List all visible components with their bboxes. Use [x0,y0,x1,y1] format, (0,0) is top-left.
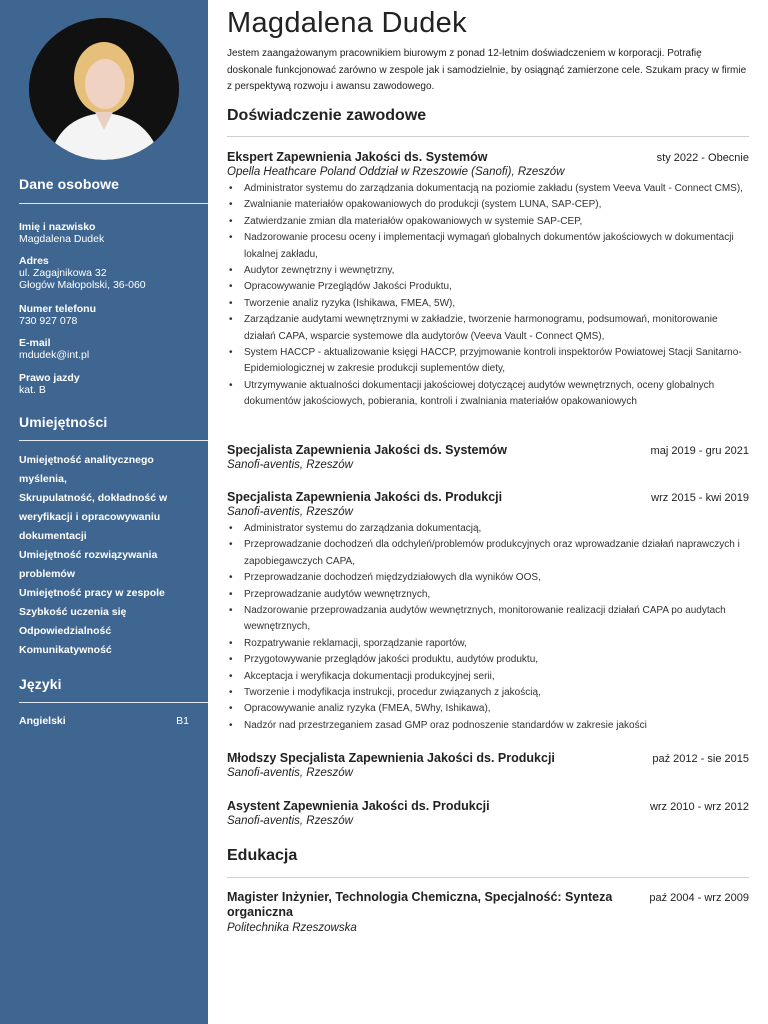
job-entry [227,150,749,411]
personal-phone-block [19,303,199,327]
job-company: Sanofi-aventis, Rzeszów [227,815,353,827]
divider [227,877,749,878]
job-header [227,150,749,164]
job-duty: • Przygotowywanie przeglądów jakości produktu, audytów produktu, [227,652,749,668]
personal-phone-label: Numer telefonu [19,303,97,315]
personal-email-value[interactable]: mdudek@int.pl [19,349,90,361]
education-section-title: Edukacja [227,847,298,864]
experience-section-title: Doświadczenie zawodowe [227,107,427,124]
education-header [227,890,749,920]
personal-license-block [19,372,199,396]
job-duty: • Przeprowadzanie audytów wewnętrznych, [227,587,749,603]
job-title: Asystent Zapewnienia Jakości ds. Produkcji [227,799,490,813]
job-duties [227,181,749,411]
skill-item: Skrupulatność, dokładność w weryfikacji i opracowywaniu dokumentacji [19,492,168,542]
job-duty: • System HACCP - aktualizowanie księgi HACCP, przyjmowanie kontroli inspektorów Powiatowej Stacji Sanitarno-Epidemiologicznej w zakresie produkcji suplementów diety, [227,345,749,378]
personal-phone-value: 730 927 078 [19,315,78,327]
job-duty: • Akceptacja i weryfikacja dokumentacji produkcyjnej serii, [227,669,749,685]
degree-title: Magister Inżynier, Technologia Chemiczna, Specjalność: Synteza organiczna [227,890,613,919]
personal-address-block [19,255,199,291]
job-duty: • Tworzenie analiz ryzyka (Ishikawa, FMEA, 5W), [227,296,749,312]
job-duty: • Nadzór nad przestrzeganiem zasad GMP oraz podnoszenie standardów w zakresie jakości [227,718,749,734]
personal-name-value: Magdalena Dudek [19,233,105,245]
personal-address-city: Głogów Małopolski, 36-060 [19,279,146,291]
personal-address-label: Adres [19,255,49,267]
job-duty: • Zarządzanie audytami wewnętrznymi w zakładzie, tworzenie harmonogramu, podsumowań, monitorowanie działań CAPA, wsparcie systemowe dla audytorów (Veeva Vault - Connect QMS), [227,312,749,345]
skill-item: Umiejętność analitycznego myślenia, [19,454,154,485]
skills-list [19,451,179,660]
skills-section-title: Umiejętności [19,414,108,430]
skill-item: Umiejętność rozwiązywania problemów [19,549,158,580]
job-entry [227,751,749,779]
school-name: Politechnika Rzeszowska [227,922,357,934]
job-duty: • Nadzorowanie procesu oceny i implementacji wymagań globalnych dokumentów jakościowych w dokumentacji lokalnej zakładu, [227,230,749,263]
personal-license-label: Prawo jazdy [19,372,80,384]
avatar [29,18,179,160]
job-company: Opella Heathcare Poland Oddział w Rzeszowie (Sanofi), Rzeszów [227,166,565,178]
job-title: Specjalista Zapewnienia Jakości ds. Systemów [227,443,507,457]
skill-item: Odpowiedzialność [19,625,112,637]
profile-photo [29,18,179,160]
personal-email-block [19,337,199,361]
skill-item: Szybkość uczenia się [19,606,127,618]
job-duty: • Audytor zewnętrzny i wewnętrzny, [227,263,749,279]
job-entry [227,799,749,827]
language-name: Angielski [19,715,66,727]
personal-address-street: ul. Zagajnikowa 32 [19,267,107,279]
job-header [227,799,749,813]
person-name: Magdalena Dudek [227,7,467,39]
languages-section-title: Języki [19,676,62,692]
personal-section-title: Dane osobowe [19,176,119,192]
job-date: maj 2019 - gru 2021 [650,445,749,457]
job-company: Sanofi-aventis, Rzeszów [227,767,353,779]
job-duty: • Rozpatrywanie reklamacji, sporządzanie raportów, [227,636,749,652]
profile-summary: Jestem zaangażowanym pracownikiem biurowym z ponad 12-letnim doświadczeniem w korporacji. Potrafię doskonale funkcjonować zarówno w zespole jak i samodzielnie, by osiągnąć zamierzone cele. Szukam pracy w firmie z perspektywą rozwoju i awansu zawodowego. [227,48,747,92]
job-date: wrz 2015 - kwi 2019 [651,492,749,504]
personal-email-label: E-mail [19,337,51,349]
divider [19,440,208,441]
job-company: Sanofi-aventis, Rzeszów [227,459,353,471]
personal-license-value: kat. B [19,384,46,396]
skill-item: Komunikatywność [19,644,112,656]
job-duty: • Administrator systemu do zarządzania dokumentacją, [227,521,749,537]
job-title: Ekspert Zapewnienia Jakości ds. Systemów [227,150,488,164]
sidebar [0,0,208,1024]
job-date: paź 2012 - sie 2015 [652,753,749,765]
job-date: wrz 2010 - wrz 2012 [649,801,749,813]
job-duty: • Przeprowadzanie dochodzeń dla odchyleń/problemów produkcyjnych oraz wprowadzanie działań naprawczych i zapobiegawczych CAPA, [227,537,749,570]
job-duty: • Administrator systemu do zarządzania dokumentacją na poziomie zakładu (system Veeva Vault - Connect CMS), [227,181,749,197]
job-duty: • Opracowywanie Przeglądów Jakości Produktu, [227,279,749,295]
education-date: paź 2004 - wrz 2009 [649,892,749,904]
job-title: Specjalista Zapewnienia Jakości ds. Produkcji [227,490,503,504]
job-duty: • Opracowywanie analiz ryzyka (FMEA, 5Why, Ishikawa), [227,701,749,717]
job-duty: • Utrzymywanie aktualności dokumentacji jakościowej dotyczącej audytów wewnętrznych, oceny globalnych dokumentów jakościowych, pobierania, kontroli i zwalniania materiałów opakowaniowych [227,378,749,411]
divider [19,702,208,703]
job-duty: • Nadzorowanie przeprowadzania audytów wewnętrznych, monitorowanie realizacji działań CAPA po audytach wewnętrznych, [227,603,749,636]
language-row [19,715,189,727]
job-duty: • Przeprowadzanie dochodzeń międzydziałowych dla wyników OOS, [227,570,749,586]
job-entry [227,490,749,734]
personal-name-label: Imię i nazwisko [19,221,96,233]
education-entry [227,890,749,934]
job-title: Młodszy Specjalista Zapewnienia Jakości ds. Produkcji [227,751,555,765]
job-duty: • Tworzenie i modyfikacja instrukcji, procedur związanych z jakością, [227,685,749,701]
language-level: B1 [176,715,189,727]
divider [19,203,208,204]
job-date: sty 2022 - Obecnie [656,152,749,164]
job-duty: • Zatwierdzanie zmian dla materiałów opakowaniowych w systemie SAP-CEP, [227,214,749,230]
job-duties [227,521,749,734]
job-company: Sanofi-aventis, Rzeszów [227,506,353,518]
skill-item: Umiejętność pracy w zespole [19,587,165,599]
job-entry [227,443,749,471]
job-header [227,443,749,457]
job-header [227,490,749,504]
job-header [227,751,749,765]
job-duty: • Zwalnianie materiałów opakowaniowych do produkcji (system LUNA, SAP-CEP), [227,197,749,213]
divider [227,136,749,137]
personal-name-block [19,221,199,245]
